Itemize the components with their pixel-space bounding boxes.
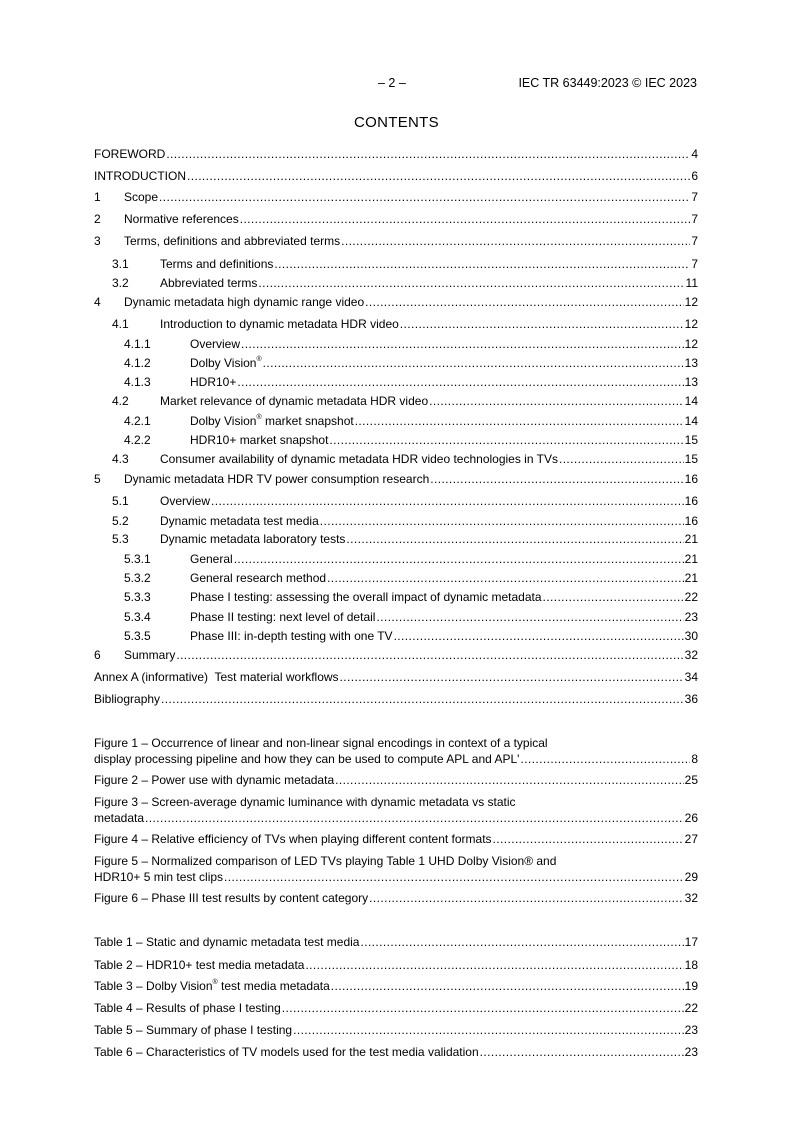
toc-entry[interactable] (94, 294, 698, 310)
page-header (0, 76, 793, 92)
toc-entry[interactable] (94, 513, 698, 529)
toc-entry-page: 21 (684, 532, 698, 546)
toc-entry-page: 12 (684, 317, 698, 331)
toc-entry-page: 7 (691, 212, 698, 226)
toc-entry-page: 16 (684, 472, 698, 486)
figure-entry[interactable] (94, 831, 698, 847)
toc-entry[interactable] (94, 211, 698, 227)
figure-entry-page: 8 (691, 752, 698, 766)
toc-entry-number: 5.1 (112, 494, 129, 508)
toc-entry-text: Normative references (124, 212, 239, 226)
leader-dots (369, 890, 683, 906)
toc-entry-number: 5.3.4 (124, 610, 151, 624)
toc-entry-page: 14 (684, 414, 698, 428)
toc-entry-number: 5.3.2 (124, 571, 151, 585)
leader-dots (331, 978, 684, 994)
toc-entry-number: 2 (94, 212, 101, 226)
leader-dots (166, 146, 690, 162)
toc-entry-text: Scope (124, 190, 159, 204)
figure-entry-text-cont: metadata (94, 811, 145, 825)
toc-entry-page: 7 (691, 190, 698, 204)
table-entry-page: 18 (684, 958, 698, 972)
toc-entry-page: 23 (684, 610, 698, 624)
toc-entry-number: 5.3.5 (124, 629, 151, 643)
figure-entry[interactable] (94, 890, 698, 906)
leader-dots (176, 647, 683, 663)
table-entry[interactable] (94, 1044, 698, 1060)
leader-dots (335, 772, 684, 788)
toc-entry-text: Dynamic metadata test media (160, 514, 319, 528)
toc-entry-page: 12 (684, 337, 698, 351)
toc-entry-number: 5.3.3 (124, 590, 151, 604)
table-entry[interactable] (94, 978, 698, 994)
leader-dots (480, 1044, 684, 1060)
leader-dots (376, 609, 683, 625)
leader-dots (258, 275, 684, 291)
table-entry[interactable] (94, 957, 698, 973)
toc-entry-number: 4.2.2 (124, 433, 151, 447)
toc-entry[interactable] (94, 609, 698, 625)
leader-dots (234, 551, 684, 567)
leader-dots (240, 211, 691, 227)
toc-entry-page: 32 (684, 648, 698, 662)
leader-dots (237, 374, 683, 390)
toc-entry-number: 4.3 (112, 452, 129, 466)
table-entry[interactable] (94, 934, 698, 950)
leader-dots (400, 316, 684, 332)
page-number: – 2 – (378, 76, 406, 90)
toc-entry[interactable] (94, 233, 698, 249)
leader-dots (327, 570, 684, 586)
toc-entry-number: 4.2 (112, 394, 129, 408)
toc-entry-text: Phase II testing: next level of detail (190, 610, 376, 624)
toc-entry-page: 34 (684, 670, 698, 684)
table-entry[interactable] (94, 1022, 698, 1038)
toc-entry-page: 7 (691, 257, 698, 271)
leader-dots (145, 810, 684, 826)
toc-entry[interactable] (94, 374, 698, 390)
leader-dots (224, 869, 684, 885)
leader-dots (355, 413, 684, 429)
toc-entry[interactable] (94, 355, 698, 371)
table-entry-page: 17 (684, 935, 698, 949)
leader-dots (263, 355, 684, 371)
toc-entry-page: 30 (684, 629, 698, 643)
figure-entry[interactable] (94, 772, 698, 788)
toc-entry-text: Bibliography (94, 692, 161, 706)
toc-entry-page: 11 (685, 276, 698, 290)
toc-entry[interactable] (94, 451, 698, 467)
toc-entry-page: 7 (691, 234, 698, 248)
table-entry-page: 22 (684, 1001, 698, 1015)
toc-entry-page: 14 (684, 394, 698, 408)
leader-dots (430, 471, 683, 487)
figure-entry-page: 26 (684, 811, 698, 825)
registered-mark: ® (212, 979, 218, 986)
toc-entry[interactable] (94, 168, 698, 184)
toc-entry-page: 16 (684, 494, 698, 508)
toc-entry[interactable] (94, 471, 698, 487)
toc-entry-page: 13 (684, 375, 698, 389)
toc-entry-text: Phase I testing: assessing the overall impact of dynamic metadata (190, 590, 542, 604)
leader-dots (274, 256, 690, 272)
leader-dots (429, 393, 684, 409)
toc-entry-text: Phase III: in-depth testing with one TV (190, 629, 393, 643)
toc-entry-number: 6 (94, 648, 101, 662)
leader-dots (394, 628, 684, 644)
figure-entry-page: 25 (684, 773, 698, 787)
toc-entry-text: HDR10+ (190, 375, 237, 389)
toc-entry[interactable] (94, 432, 698, 448)
toc-entry-number: 4.1.2 (124, 356, 151, 370)
toc-entry-text: Overview (160, 494, 211, 508)
toc-entry-text: General (190, 552, 233, 566)
toc-entry-number: 3 (94, 234, 101, 248)
toc-entry[interactable] (94, 393, 698, 409)
toc-entry-number: 5.3 (112, 532, 129, 546)
toc-entry-text: General research method (190, 571, 327, 585)
document-reference: IEC TR 63449:2023 © IEC 2023 (518, 76, 697, 90)
toc-entry[interactable] (94, 531, 698, 547)
leader-dots (187, 168, 690, 184)
figure-entry-page: 27 (684, 832, 698, 846)
page-title: CONTENTS (354, 114, 439, 131)
toc-entry[interactable] (94, 316, 698, 332)
leader-dots (360, 934, 683, 950)
table-entry-page: 23 (684, 1045, 698, 1059)
table-entry-page: 23 (684, 1023, 698, 1037)
figure-entry[interactable] (94, 853, 698, 885)
figure-entry-text: Figure 6 – Phase III test results by content category (94, 891, 369, 905)
table-entry-text: Table 4 – Results of phase I testing (94, 1001, 281, 1015)
figure-entry-text-cont: HDR10+ 5 min test clips (94, 870, 224, 884)
figure-entry-text: Figure 4 – Relative efficiency of TVs when playing different content formats (94, 832, 492, 846)
toc-entry-text: Introduction to dynamic metadata HDR video (160, 317, 399, 331)
leader-dots (346, 531, 683, 547)
toc-entry-number: 4.1.3 (124, 375, 151, 389)
leader-dots (341, 233, 690, 249)
leader-dots (329, 432, 683, 448)
toc-entry-number: 1 (94, 190, 101, 204)
toc-entry-number: 5.3.1 (124, 552, 151, 566)
table-entry-text: Table 3 – Dolby Vision® test media metadata (94, 979, 330, 993)
toc-entry-text: Dynamic metadata laboratory tests (160, 532, 346, 546)
toc-entry[interactable] (94, 570, 698, 586)
toc-entry-number: 5 (94, 472, 101, 486)
figure-entry-text-cont: display processing pipeline and how they can be used to compute APL and APL' (94, 752, 520, 766)
toc-entry[interactable] (94, 413, 698, 429)
toc-entry[interactable] (94, 493, 698, 509)
leader-dots (559, 451, 684, 467)
figure-entry-page: 29 (684, 870, 698, 884)
toc-entry[interactable] (94, 691, 698, 707)
toc-entry-text: Consumer availability of dynamic metadata HDR video technologies in TVs (160, 452, 558, 466)
table-entry[interactable] (94, 1000, 698, 1016)
toc-entry-number: 4 (94, 295, 101, 309)
toc-entry[interactable] (94, 589, 698, 605)
toc-entry-text: Terms and definitions (160, 257, 274, 271)
toc-entry-number: 4.1.1 (124, 337, 151, 351)
toc-entry-page: 4 (691, 147, 698, 161)
leader-dots (320, 513, 684, 529)
toc-entry-text: Dynamic metadata high dynamic range video (124, 295, 365, 309)
toc-entry[interactable] (94, 189, 698, 205)
toc-entry[interactable] (94, 146, 698, 162)
toc-entry-number: 3.2 (112, 276, 129, 290)
toc-entry-page: 12 (684, 295, 698, 309)
leader-dots (161, 691, 684, 707)
toc-entry-page: 15 (684, 452, 698, 466)
leader-dots (365, 294, 684, 310)
table-entry-text: Table 2 – HDR10+ test media metadata (94, 958, 305, 972)
table-entry-text: Table 1 – Static and dynamic metadata test media (94, 935, 360, 949)
toc-entry[interactable] (94, 336, 698, 352)
toc-entry[interactable] (94, 256, 698, 272)
figure-entry[interactable] (94, 794, 698, 826)
table-entry-text: Table 6 – Characteristics of TV models used for the test media validation (94, 1045, 479, 1059)
toc-entry-page: 16 (684, 514, 698, 528)
toc-entry-text: INTRODUCTION (94, 169, 186, 183)
figure-entry-text: Figure 3 – Screen-average dynamic luminance with dynamic metadata vs static (94, 795, 516, 809)
toc-entry-number: 4.1 (112, 317, 129, 331)
toc-entry[interactable] (94, 275, 698, 291)
figure-entry-text: Figure 2 – Power use with dynamic metadata (94, 773, 335, 787)
toc-entry-text: Dynamic metadata HDR TV power consumption research (124, 472, 430, 486)
registered-mark: ® (256, 414, 262, 421)
toc-entry-page: 21 (684, 571, 698, 585)
leader-dots (520, 751, 690, 767)
toc-entry-text: HDR10+ market snapshot (190, 433, 329, 447)
toc-entry[interactable] (94, 669, 698, 685)
toc-entry-text: Dolby Vision® (190, 356, 262, 370)
leader-dots (293, 1022, 684, 1038)
toc-entry[interactable] (94, 647, 698, 663)
toc-entry-text: Overview (190, 337, 241, 351)
toc-entry-text: Abbreviated terms (160, 276, 258, 290)
toc-entry[interactable] (94, 628, 698, 644)
leader-dots (493, 831, 684, 847)
toc-entry-text: Terms, definitions and abbreviated terms (124, 234, 341, 248)
leader-dots (282, 1000, 684, 1016)
leader-dots (159, 189, 690, 205)
toc-entry-text: FOREWORD (94, 147, 166, 161)
toc-entry-text: Dolby Vision® market snapshot (190, 414, 354, 428)
toc-entry-page: 22 (684, 590, 698, 604)
toc-entry-number: 4.2.1 (124, 414, 151, 428)
toc-entry[interactable] (94, 551, 698, 567)
toc-entry-text: Annex A (informative) Test material workflows (94, 670, 339, 684)
figure-entry-text: Figure 5 – Normalized comparison of LED TVs playing Table 1 UHD Dolby Vision® and (94, 854, 557, 868)
leader-dots (241, 336, 684, 352)
figure-entry-page: 32 (684, 891, 698, 905)
toc-entry-number: 5.2 (112, 514, 129, 528)
registered-mark: ® (256, 356, 262, 363)
table-entry-page: 19 (684, 979, 698, 993)
figure-entry[interactable] (94, 735, 698, 767)
leader-dots (340, 669, 684, 685)
toc-entry-page: 15 (684, 433, 698, 447)
leader-dots (543, 589, 684, 605)
table-entry-text: Table 5 – Summary of phase I testing (94, 1023, 293, 1037)
toc-entry-text: Market relevance of dynamic metadata HDR video (160, 394, 429, 408)
toc-entry-page: 6 (691, 169, 698, 183)
toc-entry-text: Summary (124, 648, 176, 662)
figure-entry-text: Figure 1 – Occurrence of linear and non-linear signal encodings in context of a typical (94, 736, 548, 750)
leader-dots (305, 957, 683, 973)
toc-entry-page: 13 (684, 356, 698, 370)
leader-dots (211, 493, 684, 509)
toc-entry-page: 21 (684, 552, 698, 566)
toc-entry-page: 36 (684, 692, 698, 706)
toc-entry-number: 3.1 (112, 257, 129, 271)
